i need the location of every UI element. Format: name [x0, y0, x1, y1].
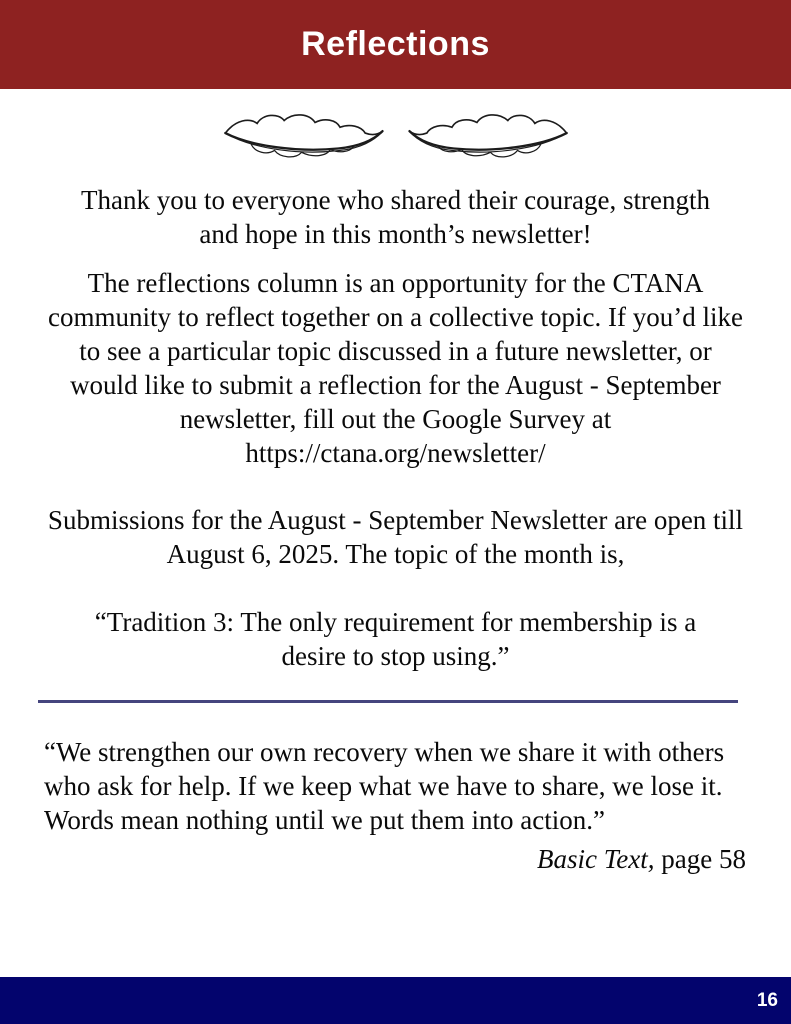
page-number: 16	[756, 989, 778, 1011]
page-header-bar	[0, 0, 791, 89]
topic-quote-paragraph: “Tradition 3: The only requirement for membership is a desire to stop using.”	[94, 607, 697, 671]
feather-divider-icon	[222, 108, 570, 162]
intro-paragraph	[44, 266, 748, 470]
closing-quote-paragraph: “We strengthen our own recovery when we share it with others who ask for help. If we keep what we have to share, we lose it. Words mean nothing until we put them into action.”	[44, 737, 725, 835]
page-title: Reflections	[301, 25, 490, 63]
quote-attribution	[46, 842, 746, 876]
thank-you-paragraph: Thank you to everyone who shared their courage, strength and hope in this month’s newsletter!	[80, 185, 711, 249]
attribution-source: Basic Text,	[537, 844, 655, 874]
page-footer-bar	[0, 977, 791, 1024]
intro-text: The reflections column is an opportunity for the CTANA community to reflect together on a collective topic. If you’d like to see a particular topic discussed in a future newsletter, or would like to submit a reflection for the August - September newsletter, fill out the Google Survey at	[47, 268, 743, 434]
submissions-paragraph: Submissions for the August - September Newsletter are open till August 6, 2025. The topic of the month is,	[47, 505, 744, 569]
newsletter-survey-link[interactable]: https://ctana.org/newsletter/	[245, 438, 546, 468]
attribution-page: page 58	[654, 844, 746, 874]
section-divider-line	[38, 700, 738, 703]
